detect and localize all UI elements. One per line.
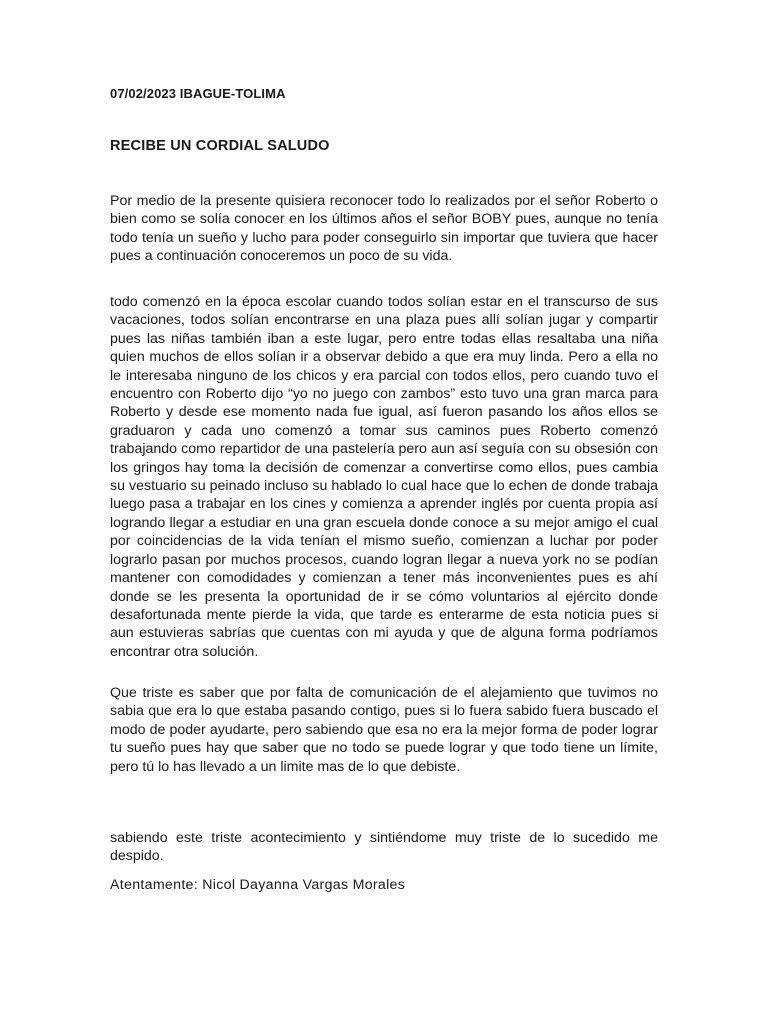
paragraph-story: todo comenzó en la época escolar cuando todos solían estar en el transcurso de sus vacaciones, todos solían encontrarse en una plaza pues allí solían jugar y compartir pues las niñas también iban a este lugar, pero entre todas ellas resaltaba una niña quien muchos de ellos solían ir a observar debido a que era muy linda. Pero a ella no le interesaba ninguno de los chicos y era parcial con todos ellos, pero cuando tuvo el encuentro con Roberto dijo “yo no juego con zambos” esto tuvo una gran marca para Roberto y desde ese momento nada fue igual, así fueron pasando los años ellos se graduaron y cada uno comenzó a tomar sus caminos pues Roberto comenzó trabajando como repartidor de una pastelería pero aun así seguía con su obsesión con los gringos hay toma la decisión de comenzar a convertirse como ellos, pues cambia su vestuario su peinado incluso su hablado lo cual hace que lo echen de donde trabaja luego pasa a trabajar en los cines y comienza a aprender inglés por cuenta propia así logrando llegar a estudiar en una gran escuela donde conoce a su mejor amigo el cual por coincidencias de la vida tenían el mismo sueño, comienzan a luchar por poder lograrlo pasan por muchos procesos, cuando logran llegar a nueva york no se podían mantener con comodidades y comienzan a tener más inconvenientes pues es ahí donde se les presenta la oportunidad de ir se cómo voluntarios al ejército donde desafortunada mente pierde la vida, que tarde es enterarme de esta noticia pues si aun estuvieras sabrías que cuentas con mi ayuda y que de alguna forma podríamos encontrar otra solución. bbox=[110, 294, 658, 660]
greeting-heading: RECIBE UN CORDIAL SALUDO bbox=[110, 138, 330, 154]
signature-line: Atentamente: Nicol Dayanna Vargas Morales bbox=[110, 877, 406, 893]
paragraph-farewell: sabiendo este triste acontecimiento y sintiéndome muy triste de lo sucedido me despido. bbox=[110, 830, 658, 865]
date-place-line: 07/02/2023 IBAGUE-TOLIMA bbox=[110, 86, 286, 101]
paragraph-reflection: Que triste es saber que por falta de comunicación de el alejamiento que tuvimos no sabia que era lo que estaba pasando contigo, pues si lo fuera sabido fuera buscado el modo de poder ayudarte, pero sabiendo que esa no era la mejor forma de poder lograr tu sueño pues hay que saber que no todo se puede lograr y que todo tiene un límite, pero tú lo has llevado a un limite mas de lo que debiste. bbox=[110, 685, 658, 775]
paragraph-intro: Por medio de la presente quisiera reconocer todo lo realizados por el señor Roberto o bien como se solía conocer en los últimos años el señor BOBY pues, aunque no tenía todo tenía un sueño y lucho para poder conseguirlo sin importar que tuviera que hacer pues a continuación conoceremos un poco de su vida. bbox=[110, 193, 658, 265]
